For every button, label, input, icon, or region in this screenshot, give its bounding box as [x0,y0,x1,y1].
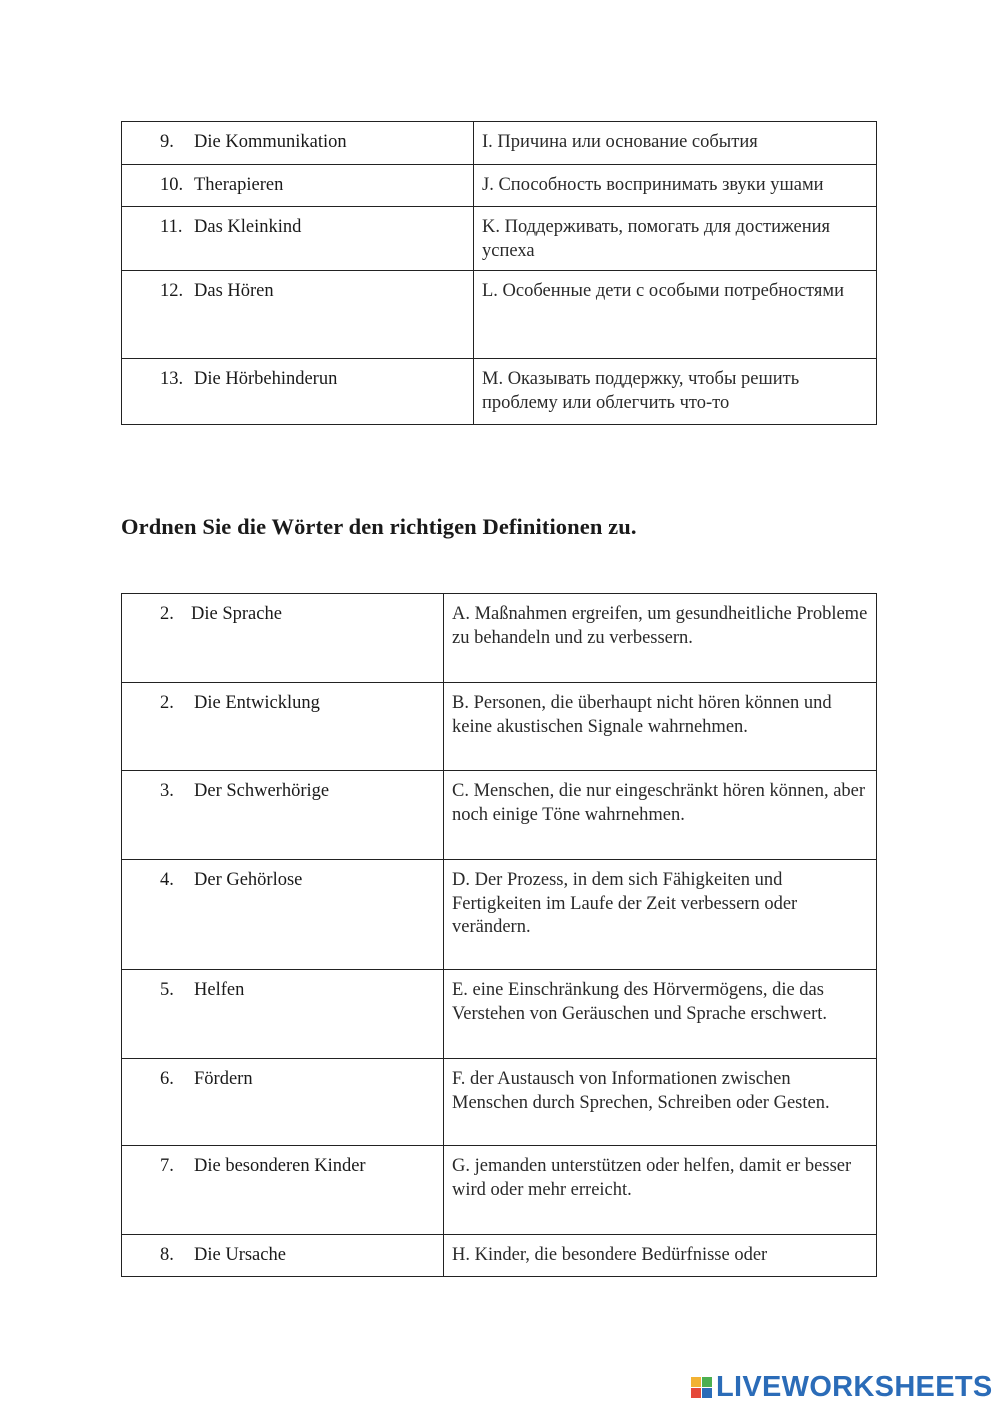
definition-cell: G. jemanden unterstützen oder helfen, damit er besser wird oder mehr erreicht. [444,1146,877,1235]
definition-cell: I. Причина или основание события [474,122,877,165]
table-row [122,1059,877,1146]
definition-cell: L. Особенные дети с особыми потребностями [474,271,877,359]
table-row [122,683,877,771]
word-cell: 6. Fördern [122,1059,444,1146]
definition-cell: E. eine Einschränkung des Hörvermögens, die das Verstehen von Geräuschen und Sprache erschwert. [444,970,877,1059]
word-cell: 13. Die Hörbehinderun [122,359,474,425]
word-cell: 8. Die Ursache [122,1235,444,1277]
definition-cell: M. Оказывать поддержку, чтобы решить проблему или облегчить что-то [474,359,877,425]
word-cell: 2. Die Sprache [122,594,444,683]
liveworksheets-logo-icon [691,1377,712,1398]
table-row [122,359,877,425]
definition-cell: A. Maßnahmen ergreifen, um gesundheitliche Probleme zu behandeln und zu verbessern. [444,594,877,683]
table-row [122,970,877,1059]
table-row [122,771,877,860]
matching-table-top [121,121,877,425]
logo-square [702,1388,712,1398]
word-cell: 5. Helfen [122,970,444,1059]
definition-cell: B. Personen, die überhaupt nicht hören können und keine akustischen Signale wahrnehmen. [444,683,877,771]
table-row [122,165,877,207]
word-cell: 7. Die besonderen Kinder [122,1146,444,1235]
word-cell: 12. Das Hören [122,271,474,359]
logo-square [702,1377,712,1387]
table-row [122,1235,877,1277]
matching-table-bottom [121,593,877,1277]
word-cell: 4. Der Gehörlose [122,860,444,970]
word-cell: 3. Der Schwerhörige [122,771,444,860]
definition-cell: F. der Austausch von Informationen zwischen Menschen durch Sprechen, Schreiben oder Gesten. [444,1059,877,1146]
table-row [122,594,877,683]
table-row [122,271,877,359]
logo-square [691,1388,701,1398]
definition-cell: J. Способность воспринимать звуки ушами [474,165,877,207]
definition-cell: K. Поддерживать, помогать для достижения успеха [474,207,877,271]
logo-square [691,1377,701,1387]
table-row [122,207,877,271]
definition-cell: C. Menschen, die nur eingeschränkt hören können, aber noch einige Töne wahrnehmen. [444,771,877,860]
liveworksheets-watermark [691,1371,993,1404]
watermark-text: LIVEWORKSHEETS [716,1371,993,1403]
table-row [122,122,877,165]
definition-cell: D. Der Prozess, in dem sich Fähigkeiten und Fertigkeiten im Laufe der Zeit verbessern oder verändern. [444,860,877,970]
table-row [122,860,877,970]
word-cell: 9. Die Kommunikation [122,122,474,165]
instruction-heading: Ordnen Sie die Wörter den richtigen Definitionen zu. [121,514,637,539]
word-cell: 2. Die Entwicklung [122,683,444,771]
word-cell: 11. Das Kleinkind [122,207,474,271]
table-row [122,1146,877,1235]
word-cell: 10. Therapieren [122,165,474,207]
definition-cell: H. Kinder, die besondere Bedürfnisse oder [444,1235,877,1277]
